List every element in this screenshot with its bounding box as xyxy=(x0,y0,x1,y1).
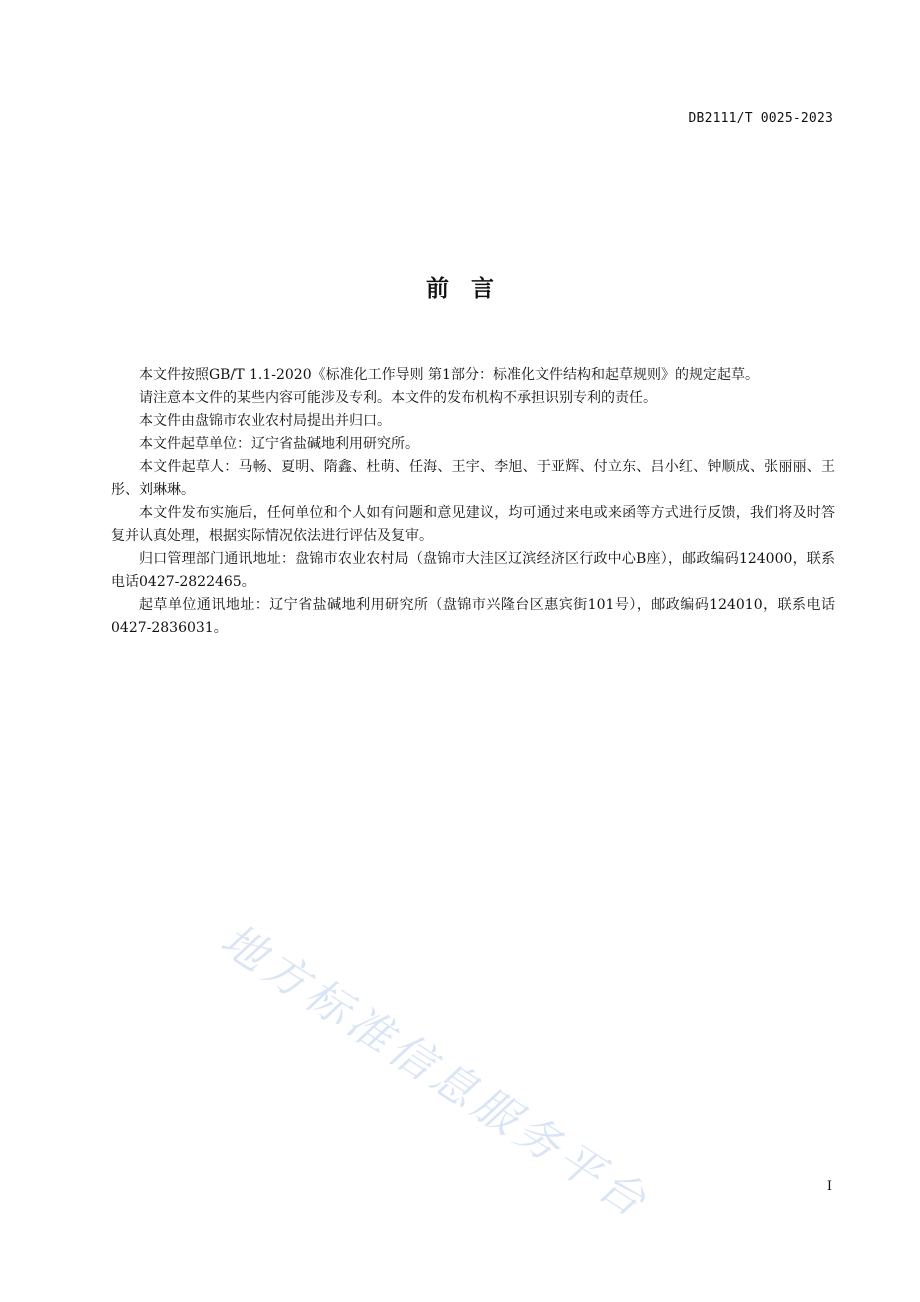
watermark: 地方标准信息服务平台 xyxy=(211,914,659,1230)
paragraph-authority-address: 归口管理部门通讯地址：盘锦市农业农村局（盘锦市大洼区辽滨经济区行政中心B座），邮政编码124000，联系电话0427-2822465。 xyxy=(111,551,835,590)
document-code: DB2111/T 0025-2023 xyxy=(688,111,833,126)
paragraph-proposer: 本文件由盘锦市农业农村局提出并归口。 xyxy=(139,413,391,429)
paragraph-drafters: 本文件起草人：马畅、夏明、隋鑫、杜萌、任海、王宇、李旭、于亚辉、付立东、吕小红、钟顺成、张丽丽、王彤、刘琳琳。 xyxy=(111,459,835,498)
page-title: 前言 xyxy=(426,276,516,302)
paragraph-drafting-rules: 本文件按照GB/T 1.1-2020《标准化工作导则 第1部分：标准化文件结构和起草规则》的规定起草。 xyxy=(139,367,759,383)
paragraph-patent-notice: 请注意本文件的某些内容可能涉及专利。本文件的发布机构不承担识别专利的责任。 xyxy=(139,390,657,406)
page-number: I xyxy=(826,1179,832,1194)
paragraph-drafting-unit: 本文件起草单位：辽宁省盐碱地利用研究所。 xyxy=(139,436,419,452)
paragraph-feedback: 本文件发布实施后，任何单位和个人如有问题和意见建议，均可通过来电或来函等方式进行反馈，我们将及时答复并认真处理，根据实际情况依法进行评估及复审。 xyxy=(111,505,835,544)
paragraph-drafter-address: 起草单位通讯地址：辽宁省盐碱地利用研究所（盘锦市兴隆台区惠宾街101号），邮政编码124010，联系电话0427-2836031。 xyxy=(111,597,835,636)
preface-body xyxy=(111,364,835,640)
